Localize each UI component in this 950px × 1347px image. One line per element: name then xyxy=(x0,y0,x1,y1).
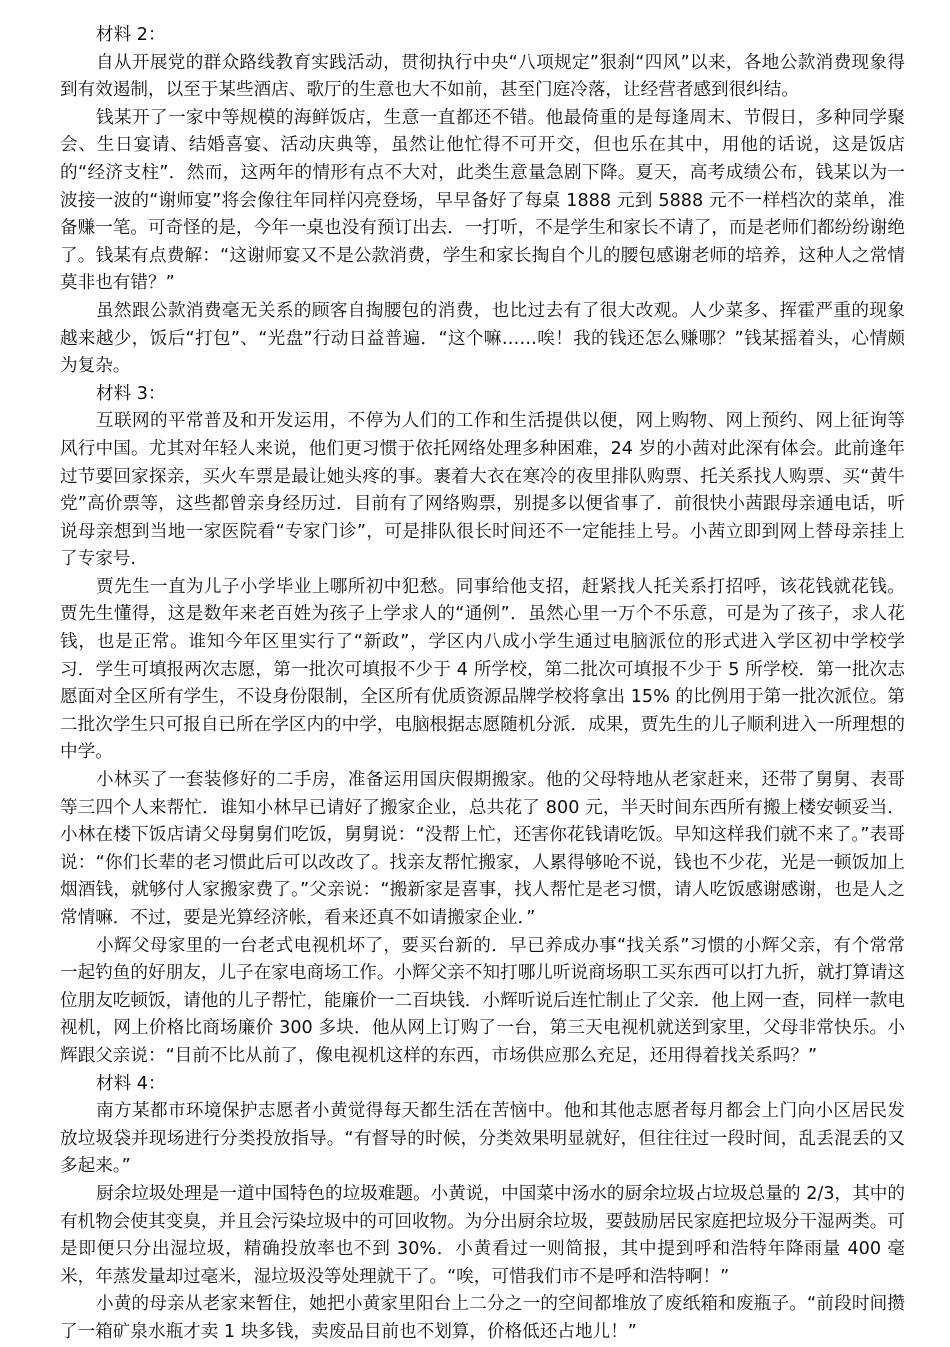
paragraph: 互联网的平常普及和开发运用，不停为人们的工作和生活提供以便，网上购物、网上预约、网上征询等风行中国。尤其对年轻人来说，他们更习惯于依托网络处理多种困难，24 岁的小茜对此深有体会。此前逢年过节要回家探亲，买火车票是最让她头疼的事。裹着大衣在寒冷的夜里排队购票、托关系找人购票、买“黄牛党”高价票等，这些都曾亲身经历过．目前有了网络购票，别提多以便省事了．前很快小茜跟母亲通电话，听说母亲想到当地一家医院看“专家门诊”，可是排队很长时间还不一定能挂上号。小茜立即到网上替母亲挂上了专家号. xyxy=(60,411,905,570)
paragraph: 钱某开了一家中等规模的海鲜饭店，生意一直都还不错。他最倚重的是每逢周末、节假日，多种同学聚会、生日宴请、结婚喜宴、活动庆典等，虽然让他忙得不可开交，但也乐在其中，用他的话说，这是饭店的“经济支柱”．然而，这两年的情形有点不大对，此类生意量急剧下降。夏天，高考成绩公布，钱某以为一波接一波的“谢师宴”将会像往年同样闪亮登场，早早备好了每桌 1888 元到 5888 元不一样档次的菜单，准备赚一笔。可奇怪的是，今年一桌也没有预订出去．一打听，不是学生和家长不请了，而是老师们都纷纷谢绝了。钱某有点费解：“这谢师宴又不是公款消费，学生和家长掏自个儿的腰包感谢老师的培养，这种人之常情莫非也有错？” xyxy=(60,107,905,294)
material-3 xyxy=(60,381,905,1071)
paragraph: 小黄的母亲从老家来暂住，她把小黄家里阳台上二分之一的空间都堆放了废纸箱和废瓶子。“前段时间攒了一箱矿泉水瓶才卖 1 块多钱，卖废品目前也不划算，价格低还占地儿！” xyxy=(60,1294,905,1342)
paragraph: 虽然跟公款消费毫无关系的顾客自掏腰包的消费，也比过去有了很大改观。人少菜多、挥霍严重的现象越来越少，饭后“打包”、“光盘”行动日益普遍．“这个嘛……唉！我的钱还怎么赚哪？”钱某摇着头，心情颇为复杂。 xyxy=(60,300,905,377)
paragraph: 贾先生一直为儿子小学毕业上哪所初中犯愁。同事给他支招，赶紧找人托关系打招呼，该花钱就花钱。贾先生懂得，这是数年来老百姓为孩子上学求人的“通例”．虽然心里一万个不乐意，可是为了孩子，求人花钱，也是正常。谁知今年区里实行了“新政”，学区内八成小学生通过电脑派位的形式进入学区初中学校学习．学生可填报两次志愿，第一批次可填报不少于 4 所学校，第二批次可填报不少于 5 所学校．第一批次志愿面对全区所有学生，不设身份限制，全区所有优质资源品牌学校将拿出 15% 的比例用于第一批次派位。第二批次学生只可报自已所在学区内的中学，电脑根据志愿随机分派．成果，贾先生的儿子顺利进入一所理想的中学。 xyxy=(60,576,905,763)
material-3-heading: 材料 3： xyxy=(96,383,166,404)
material-2 xyxy=(60,22,905,381)
paragraph: 小林买了一套装修好的二手房，准备运用国庆假期搬家。他的父母特地从老家赶来，还带了舅舅、表哥等三四个人来帮忙．谁知小林早已请好了搬家企业，总共花了 800 元，半天时间东西所有搬上楼安顿妥当．小林在楼下饭店请父母舅舅们吃饭，舅舅说：“没帮上忙，还害你花钱请吃饭。早知这样我们就不来了。”表哥说：“你们长辈的老习惯此后可以改改了。找亲友帮忙搬家，人累得够呛不说，钱也不少花，光是一顿饭加上烟酒钱，就够付人家搬家费了。”父亲说：“搬新家是喜事，找人帮忙是老习惯，请人吃饭感谢感谢，也是人之常情嘛．不过，要是光算经济帐，看来还真不如请搬家企业．” xyxy=(60,770,905,928)
document-page xyxy=(60,22,905,1347)
paragraph: 厨余垃圾处理是一道中国特色的垃圾难题。小黄说，中国菜中汤水的厨余垃圾占垃圾总量的 2/3，其中的有机物会使其变臭，并且会污染垃圾中的可回收物。为分出厨余垃圾，要鼓励居民家庭把垃圾分干湿两类。可是即便只分出湿垃圾，精确投放率也不到 30%．小黄看过一则简报，其中提到呼和浩特年降雨量 400 毫米，年蒸发量却过毫米，湿垃圾没等处理就干了。“唉，可惜我们市不是呼和浩特啊！” xyxy=(60,1183,905,1287)
material-2-heading: 材料 2： xyxy=(96,25,166,45)
material-4 xyxy=(60,1071,905,1347)
paragraph: 小辉父母家里的一台老式电视机坏了，要买台新的．早已养成办事“找关系”习惯的小辉父亲，有个常常一起钓鱼的好朋友，儿子在家电商场工作。小辉父亲不知打哪儿听说商场职工买东西可以打九折，就打算请这位朋友吃顿饭，请他的儿子帮忙，能廉价一二百块钱．小辉听说后连忙制止了父亲．他上网一查，同样一款电视机，网上价格比商场廉价 300 多块．他从网上订购了一台，第三天电视机就送到家里，父母非常快乐。小辉跟父亲说：“目前不比从前了，像电视机这样的东西，市场供应那么充足，还用得着找关系吗？” xyxy=(60,935,905,1066)
paragraph: 自从开展党的群众路线教育实践活动，贯彻执行中央“八项规定”狠刹“四风”以来，各地公款消费现象得到有效遏制，以至于某些酒店、歌厅的生意也大不如前，甚至门庭冷落，让经营者感到很纠结。 xyxy=(60,52,905,101)
material-4-heading: 材料 4： xyxy=(96,1073,166,1094)
paragraph: 南方某都市环境保护志愿者小黄觉得每天都生活在苦恼中。他和其他志愿者每月都会上门向小区居民发放垃圾袋并现场进行分类投放指导。“有督导的时候，分类效果明显就好，但往往过一段时间，乱丢混丢的又多起来。” xyxy=(60,1101,905,1177)
